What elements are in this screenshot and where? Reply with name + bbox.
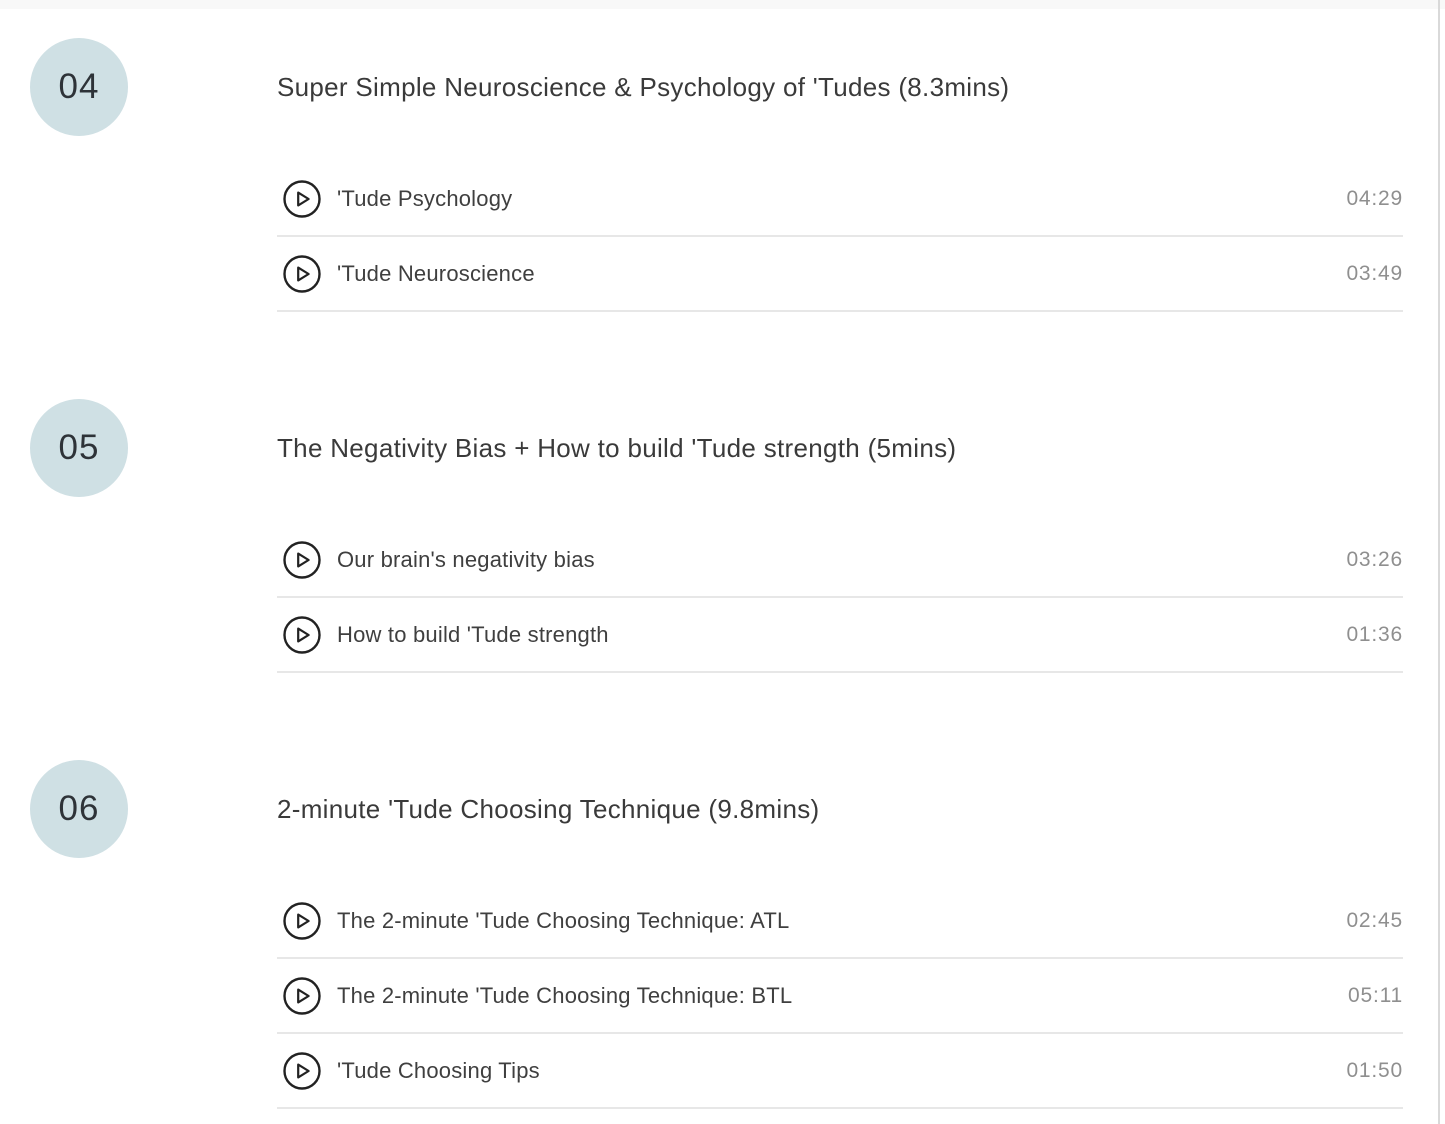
lesson-list bbox=[0, 162, 1445, 312]
play-button[interactable] bbox=[283, 180, 321, 218]
lesson-row[interactable] bbox=[277, 523, 1403, 598]
play-icon bbox=[283, 902, 321, 940]
lesson-duration: 01:50 bbox=[1346, 1058, 1403, 1082]
lesson-row[interactable] bbox=[277, 884, 1403, 959]
play-icon bbox=[283, 180, 321, 218]
lesson-row[interactable] bbox=[277, 237, 1403, 312]
lesson-row[interactable] bbox=[277, 1034, 1403, 1109]
curriculum-section-04 bbox=[0, 38, 1445, 312]
lesson-row[interactable] bbox=[277, 598, 1403, 673]
lesson-title: 'Tude Psychology bbox=[337, 185, 513, 211]
section-title: The Negativity Bias + How to build 'Tude strength (5mins) bbox=[277, 432, 957, 463]
lesson-title: The 2-minute 'Tude Choosing Technique: BTL bbox=[337, 982, 793, 1008]
section-number-badge bbox=[30, 399, 128, 497]
lesson-title: 'Tude Neuroscience bbox=[337, 260, 535, 286]
lesson-title: How to build 'Tude strength bbox=[337, 621, 609, 647]
section-header bbox=[0, 760, 1445, 858]
section-title: Super Simple Neuroscience & Psychology of 'Tudes (8.3mins) bbox=[277, 71, 1010, 102]
play-button[interactable] bbox=[283, 255, 321, 293]
play-button[interactable] bbox=[283, 1052, 321, 1090]
lesson-row[interactable] bbox=[277, 959, 1403, 1034]
play-icon bbox=[283, 255, 321, 293]
play-icon bbox=[283, 977, 321, 1015]
section-number-badge bbox=[30, 38, 128, 136]
section-header bbox=[0, 38, 1445, 136]
play-button[interactable] bbox=[283, 977, 321, 1015]
play-icon bbox=[283, 541, 321, 579]
lesson-list bbox=[0, 523, 1445, 673]
play-button[interactable] bbox=[283, 902, 321, 940]
lesson-duration: 03:49 bbox=[1346, 261, 1403, 285]
lesson-duration: 01:36 bbox=[1346, 622, 1403, 646]
lesson-list bbox=[0, 884, 1445, 1109]
curriculum-section-05 bbox=[0, 399, 1445, 673]
section-number: 05 bbox=[58, 428, 100, 467]
play-icon bbox=[283, 1052, 321, 1090]
section-number-badge bbox=[30, 760, 128, 858]
lesson-duration: 05:11 bbox=[1348, 983, 1403, 1007]
play-button[interactable] bbox=[283, 541, 321, 579]
lesson-title: 'Tude Choosing Tips bbox=[337, 1057, 540, 1083]
lesson-duration: 04:29 bbox=[1346, 186, 1403, 210]
lesson-duration: 03:26 bbox=[1346, 547, 1403, 571]
lesson-row[interactable] bbox=[277, 162, 1403, 237]
section-number: 06 bbox=[58, 789, 100, 828]
lesson-duration: 02:45 bbox=[1346, 908, 1403, 932]
top-divider-bar bbox=[0, 0, 1445, 9]
curriculum-section-06 bbox=[0, 760, 1445, 1109]
section-title: 2-minute 'Tude Choosing Technique (9.8mins) bbox=[277, 793, 820, 824]
right-edge-divider bbox=[1438, 0, 1440, 1124]
play-button[interactable] bbox=[283, 616, 321, 654]
lesson-title: The 2-minute 'Tude Choosing Technique: ATL bbox=[337, 907, 790, 933]
section-number: 04 bbox=[58, 67, 100, 106]
lesson-title: Our brain's negativity bias bbox=[337, 546, 595, 572]
play-icon bbox=[283, 616, 321, 654]
section-header bbox=[0, 399, 1445, 497]
